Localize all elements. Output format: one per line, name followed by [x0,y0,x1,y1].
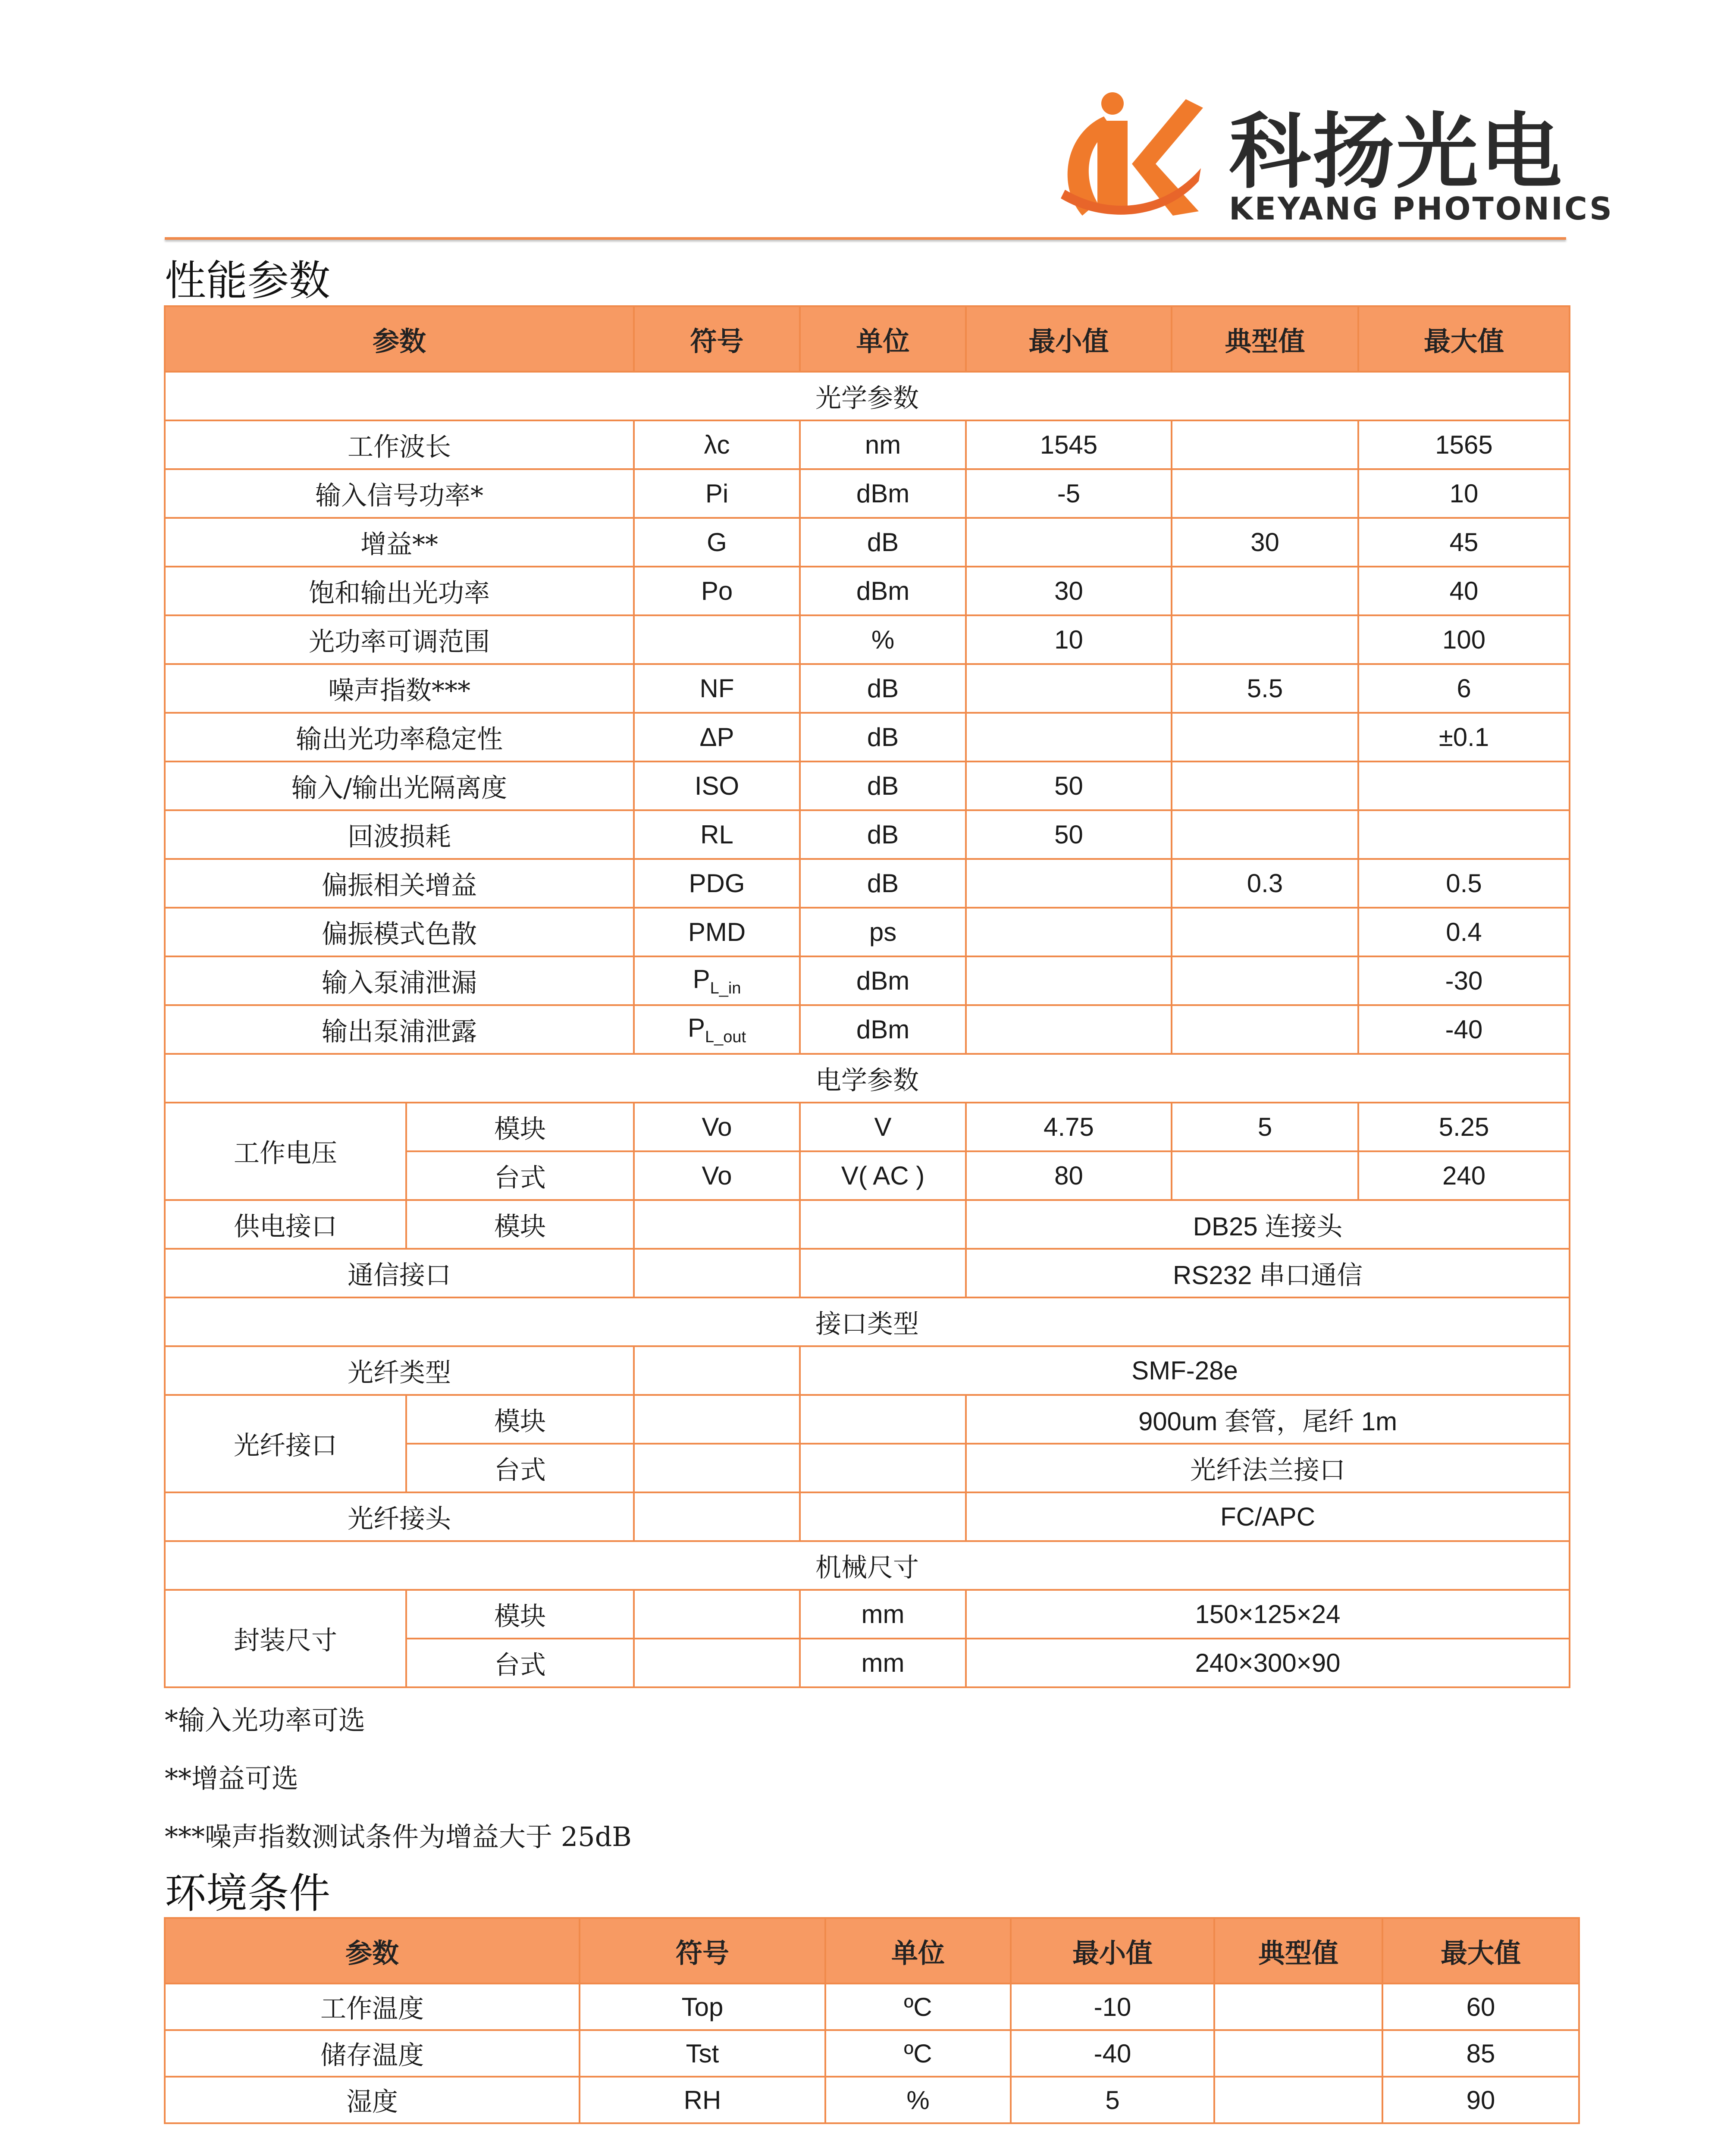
header-unit: 单位 [800,306,966,372]
table-row: 偏振相关增益 PDG dB 0.3 0.5 [165,859,1570,908]
environment-title: 环境条件 [165,1869,330,1918]
table-row: 通信接口 RS232 串口通信 [165,1249,1570,1297]
header-min: 最小值 [966,306,1172,372]
logo-english-name: KEYANG PHOTONICS [1229,191,1614,227]
table-row: 光纤类型 SMF-28e [165,1346,1570,1395]
table-row: 输出光功率稳定性 ΔP dB ±0.1 [165,713,1570,761]
header-divider [165,237,1566,240]
section-interface: 接口类型 [165,1297,1570,1346]
table-row: 输入泵浦泄漏 $P_{L\_in}$ dBm -30 [165,956,1570,1005]
section-optical: 光学参数 [165,372,1570,420]
table-row: 台式 mm 240×300×90 [165,1639,1570,1687]
table-row: 工作电压 模块 Vo V 4.75 5 5.25 [165,1103,1570,1151]
header-param: 参数 [165,306,634,372]
table-row: 储存温度 Tst ºC -40 85 [165,2030,1579,2077]
table-row: 工作波长 λc nm 1545 1565 [165,420,1570,469]
table-row: 封装尺寸 模块 mm 150×125×24 [165,1590,1570,1639]
table-row: 工作温度 Top ºC -10 60 [165,1984,1579,2030]
performance-table [164,305,1570,1688]
keyang-logo-icon [1056,82,1203,229]
package-label: 封装尺寸 [165,1590,406,1687]
company-logo [1056,78,1614,233]
table-row: 湿度 RH % 5 90 [165,2077,1579,2123]
table-row: 偏振模式色散 PMD ps 0.4 [165,908,1570,956]
table-row: 增益** G dB 30 45 [165,518,1570,567]
pump-out-symbol: $P_{L\_out}$ [634,1005,800,1054]
table-row: 光功率可调范围 % 10 100 [165,615,1570,664]
note-1: *输入光功率可选 [165,1705,366,1736]
section-electrical: 电学参数 [165,1054,1570,1103]
logo-chinese-name: 科扬光电 [1229,104,1564,200]
table-row: 噪声指数*** NF dB 5.5 6 [165,664,1570,713]
note-2: **增益可选 [165,1763,299,1794]
table-row: 输入信号功率* Pi dBm -5 10 [165,469,1570,518]
pump-in-symbol: $P_{L\_in}$ [634,956,800,1005]
table-row: 回波损耗 RL dB 50 [165,810,1570,859]
table-row: 光纤接头 FC/APC [165,1492,1570,1541]
header-max: 最大值 [1358,306,1570,372]
header-typ: 典型值 [1172,306,1358,372]
table-row: 饱和输出光功率 Po dBm 30 40 [165,567,1570,615]
table-row: 输出泵浦泄露 $P_{L\_out}$ dBm -40 [165,1005,1570,1054]
table-row: 台式 光纤法兰接口 [165,1444,1570,1492]
table-row: 输入/输出光隔离度 ISO dB 50 [165,761,1570,810]
note-3: ***噪声指数测试条件为增益大于 25dB [165,1821,632,1852]
table-row: 台式 Vo V( AC ) 80 240 [165,1151,1570,1200]
voltage-label: 工作电压 [165,1103,406,1200]
section-mechanical: 机械尺寸 [165,1541,1570,1590]
table-row: 光纤接口 模块 900um 套管，尾纤 1m [165,1395,1570,1444]
header-symbol: 符号 [634,306,800,372]
performance-title: 性能参数 [165,257,330,305]
table-header-row [165,306,1570,372]
environment-table [164,1917,1580,2124]
table-header-row: 参数 符号 单位 最小值 典型值 最大值 [165,1918,1579,1984]
fiber-iface-label: 光纤接口 [165,1395,406,1492]
table-row: 供电接口 模块 DB25 连接头 [165,1200,1570,1249]
